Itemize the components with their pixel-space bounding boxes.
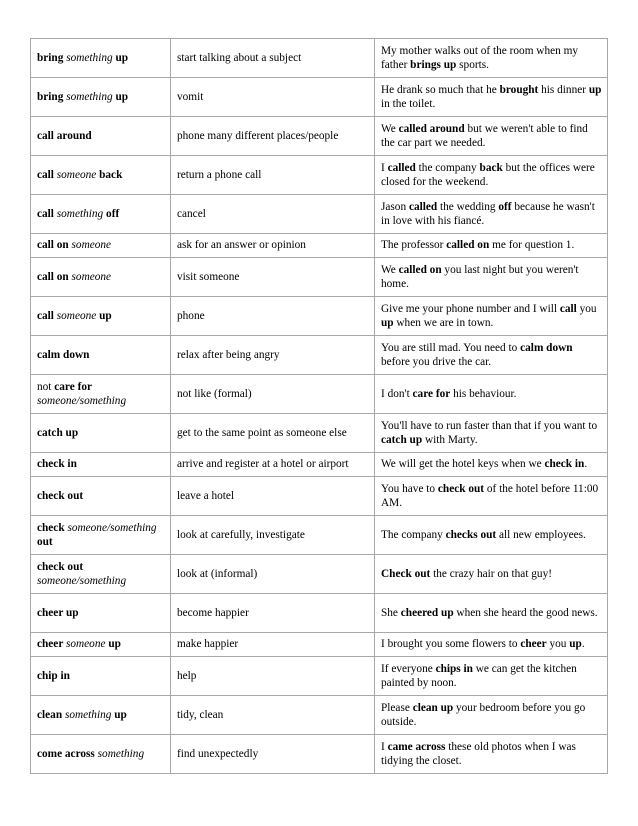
table-row (31, 234, 608, 258)
example-text-segment: of the hotel before 11:00 AM. (381, 482, 599, 509)
table-row (31, 657, 608, 696)
table-row (31, 117, 608, 156)
table-row (31, 195, 608, 234)
meaning-cell (171, 696, 375, 735)
phrase-text-segment: cheer (37, 638, 66, 651)
example-text-segment: up (381, 317, 394, 329)
meaning-cell (171, 516, 375, 555)
example-cell (375, 234, 608, 258)
meaning-cell (171, 297, 375, 336)
example-text-segment: If everyone (381, 662, 436, 675)
table-row (31, 633, 608, 657)
phrase-cell (31, 594, 171, 633)
example-text-segment: you last night but you weren't home. (381, 263, 579, 290)
phrase-text-segment: someone/something (67, 521, 157, 534)
example-text-segment: came across (387, 740, 446, 753)
phrase-text-segment: check out (37, 560, 84, 573)
phrase-text-segment: bring (37, 51, 67, 64)
phrase-cell (31, 414, 171, 453)
example-text-segment: back (479, 161, 503, 174)
example-text-segment: The professor (381, 239, 447, 252)
meaning-text: phone many different places/people (177, 129, 339, 142)
phrase-text-segment: calm down (37, 348, 90, 361)
example-text-segment: Check out (381, 567, 431, 580)
example-cell (375, 555, 608, 594)
example-text-segment: because he wasn't in love with his fiancé. (381, 200, 595, 227)
example-cell (375, 735, 608, 774)
phrase-text-segment: up (111, 708, 127, 721)
meaning-text: find unexpectedly (177, 747, 259, 760)
example-text-segment: . (584, 458, 588, 471)
phrase-cell (31, 633, 171, 657)
example-text-segment: his dinner (538, 83, 589, 96)
example-cell (375, 375, 608, 414)
phrase-text-segment: back (96, 168, 123, 181)
example-text-segment: We (381, 263, 399, 276)
meaning-text: make happier (177, 638, 239, 651)
phrase-cell (31, 477, 171, 516)
table-row (31, 414, 608, 453)
phrase-text-segment: call (37, 168, 57, 181)
meaning-cell (171, 633, 375, 657)
phrase-cell (31, 258, 171, 297)
example-text-segment: catch up (381, 434, 423, 446)
phrase-text-segment: up (112, 90, 129, 103)
meaning-text: relax after being angry (177, 348, 280, 361)
phrase-text-segment: someone (56, 168, 97, 181)
example-text-segment: called (408, 200, 438, 213)
example-text-segment: check out (437, 482, 485, 495)
meaning-text: help (177, 669, 197, 682)
phrase-text-segment: up (112, 51, 129, 64)
example-cell (375, 195, 608, 234)
table-row (31, 78, 608, 117)
phrase-text-segment: call (37, 207, 57, 220)
phrase-text-segment: someone (71, 270, 112, 283)
example-text-segment: I (381, 161, 388, 174)
example-text-segment: these old photos when I was tidying the closet. (381, 740, 576, 767)
example-text-segment: called (387, 161, 416, 174)
example-text-segment: care for (412, 387, 451, 400)
phrase-text-segment: call around (37, 129, 92, 142)
table-row (31, 39, 608, 78)
example-text-segment: brought (499, 83, 539, 96)
phrasal-verbs-table-body (31, 39, 608, 774)
example-cell (375, 117, 608, 156)
example-text-segment: My mother walks out of the room when my father (381, 44, 579, 71)
phrase-text-segment: something (66, 90, 113, 103)
example-text-segment: when she heard the good news. (453, 606, 598, 619)
phrase-text-segment: something (97, 747, 145, 760)
example-text-segment: the wedding (437, 200, 499, 213)
example-cell (375, 78, 608, 117)
example-text-segment: when we are in town. (393, 317, 494, 329)
example-text-segment: your bedroom before you go outside. (381, 701, 586, 728)
meaning-cell (171, 414, 375, 453)
example-text-segment: . (581, 638, 585, 651)
example-text-segment: He drank so much that he (381, 83, 500, 96)
meaning-text: vomit (177, 90, 204, 103)
example-cell (375, 297, 608, 336)
phrase-cell (31, 555, 171, 594)
meaning-text: visit someone (177, 270, 240, 283)
meaning-cell (171, 453, 375, 477)
example-cell (375, 657, 608, 696)
example-text-segment: cheer (520, 638, 547, 651)
phrase-text-segment: cheer up (37, 606, 79, 619)
example-text-segment: check in (544, 458, 585, 471)
phrase-text-segment: come across (37, 747, 98, 760)
phrase-text-segment: someone (71, 239, 112, 252)
example-cell (375, 453, 608, 477)
example-text-segment: brings up (410, 59, 457, 71)
meaning-text: tidy, clean (177, 708, 224, 721)
meaning-cell (171, 156, 375, 195)
meaning-cell (171, 657, 375, 696)
phrase-text-segment: check (37, 521, 68, 534)
example-text-segment: You have to (381, 482, 438, 495)
phrase-cell (31, 156, 171, 195)
example-text-segment: called on (398, 263, 442, 276)
phrase-cell (31, 735, 171, 774)
example-text-segment: The company (381, 528, 446, 541)
phrase-text-segment: something (64, 708, 112, 721)
example-cell (375, 516, 608, 555)
table-row (31, 258, 608, 297)
example-text-segment: called around (398, 122, 465, 135)
phrase-text-segment: bring (37, 90, 67, 103)
meaning-text: arrive and register at a hotel or airport (177, 458, 349, 471)
phrase-text-segment: someone/something (37, 395, 127, 407)
example-text-segment: You'll have to run faster than that if you want to (381, 419, 598, 432)
meaning-text: cancel (177, 207, 206, 220)
phrase-text-segment: up (96, 309, 112, 322)
example-text-segment: I brought you some flowers to (381, 638, 521, 651)
phrase-text-segment: someone (65, 638, 106, 651)
phrase-text-segment: care for (54, 380, 93, 393)
table-row (31, 453, 608, 477)
phrase-cell (31, 297, 171, 336)
phrase-cell (31, 696, 171, 735)
example-text-segment: you (576, 302, 597, 315)
meaning-cell (171, 336, 375, 375)
example-cell (375, 594, 608, 633)
example-text-segment: Give me your phone number and I will (381, 302, 560, 315)
table-row (31, 594, 608, 633)
example-text-segment: you (546, 638, 570, 651)
phrase-text-segment: check in (37, 458, 77, 471)
phrase-text-segment: someone/something (37, 575, 127, 587)
example-text-segment: in the toilet. (381, 98, 436, 110)
meaning-text: not like (formal) (177, 387, 252, 400)
meaning-text: become happier (177, 606, 249, 619)
example-text-segment: the company (415, 161, 480, 174)
example-text-segment: clean up (412, 701, 454, 714)
table-row (31, 555, 608, 594)
phrase-text-segment: catch up (37, 426, 79, 439)
meaning-cell (171, 477, 375, 516)
example-text-segment: checks out (445, 528, 497, 541)
example-text-segment: I don't (381, 387, 413, 400)
phrase-text-segment: not (37, 380, 55, 393)
example-text-segment: but the offices were closed for the weekend. (381, 161, 595, 188)
phrase-text-segment: clean (37, 708, 65, 721)
example-text-segment: up (588, 83, 602, 96)
phrase-cell (31, 375, 171, 414)
table-row (31, 735, 608, 774)
phrase-text-segment: something (56, 207, 104, 220)
example-cell (375, 414, 608, 453)
meaning-cell (171, 594, 375, 633)
meaning-cell (171, 117, 375, 156)
meaning-text: phone (177, 309, 205, 322)
example-text-segment: sports. (456, 59, 489, 71)
phrase-cell (31, 234, 171, 258)
example-text-segment: but we weren't able to find the car part we needed. (381, 122, 588, 149)
phrase-text-segment: check out (37, 489, 84, 502)
meaning-cell (171, 258, 375, 297)
meaning-text: ask for an answer or opinion (177, 239, 306, 252)
example-text-segment: call (559, 302, 577, 315)
example-text-segment: She (381, 606, 401, 619)
meaning-cell (171, 234, 375, 258)
example-text-segment: called on (446, 239, 490, 252)
example-text-segment: Please (381, 701, 413, 714)
meaning-cell (171, 555, 375, 594)
example-text-segment: calm down (520, 341, 573, 354)
phrase-cell (31, 39, 171, 78)
example-text-segment: We (381, 122, 399, 135)
example-cell (375, 477, 608, 516)
example-text-segment: with Marty. (422, 434, 478, 446)
table-row (31, 297, 608, 336)
phrase-text-segment: up (105, 638, 121, 651)
example-cell (375, 633, 608, 657)
phrase-text-segment: out (37, 536, 53, 548)
meaning-cell (171, 195, 375, 234)
meaning-text: leave a hotel (177, 489, 235, 502)
example-text-segment: before you drive the car. (381, 356, 492, 368)
example-text-segment: all new employees. (496, 528, 586, 541)
example-cell (375, 39, 608, 78)
meaning-text: look at (informal) (177, 567, 258, 580)
phrase-cell (31, 453, 171, 477)
phrase-text-segment: chip in (37, 669, 70, 682)
table-row (31, 477, 608, 516)
phrasal-verbs-table (30, 38, 608, 774)
meaning-cell (171, 375, 375, 414)
phrase-cell (31, 336, 171, 375)
example-text-segment: we can get the kitchen painted by noon. (381, 662, 577, 689)
example-text-segment: up (569, 638, 582, 651)
phrase-text-segment: something (66, 51, 113, 64)
example-text-segment: You are still mad. You need to (381, 341, 521, 354)
example-cell (375, 696, 608, 735)
meaning-cell (171, 39, 375, 78)
example-text-segment: off (498, 200, 512, 213)
meaning-text: get to the same point as someone else (177, 426, 347, 439)
meaning-text: return a phone call (177, 168, 262, 181)
table-row (31, 516, 608, 555)
phrase-text-segment: call on (37, 239, 72, 252)
example-text-segment: I (381, 740, 388, 753)
example-text-segment: his behaviour. (450, 387, 517, 400)
phrase-cell (31, 657, 171, 696)
phrase-text-segment: call (37, 309, 57, 322)
meaning-text: look at carefully, investigate (177, 528, 305, 541)
example-cell (375, 258, 608, 297)
example-text-segment: cheered up (400, 606, 454, 619)
phrase-text-segment: call on (37, 270, 72, 283)
phrase-text-segment: off (103, 207, 120, 220)
table-row (31, 156, 608, 195)
example-text-segment: Jason (381, 200, 409, 213)
phrase-cell (31, 195, 171, 234)
example-cell (375, 336, 608, 375)
phrase-cell (31, 117, 171, 156)
table-row (31, 336, 608, 375)
table-row (31, 696, 608, 735)
example-text-segment: the crazy hair on that guy! (430, 567, 552, 580)
table-row (31, 375, 608, 414)
phrase-cell (31, 78, 171, 117)
phrase-cell (31, 516, 171, 555)
example-text-segment: We will get the hotel keys when we (381, 458, 545, 471)
example-text-segment: me for question 1. (489, 239, 575, 252)
meaning-cell (171, 78, 375, 117)
meaning-text: start talking about a subject (177, 51, 302, 64)
example-text-segment: chips in (435, 662, 473, 675)
phrase-text-segment: someone (56, 309, 97, 322)
example-cell (375, 156, 608, 195)
meaning-cell (171, 735, 375, 774)
